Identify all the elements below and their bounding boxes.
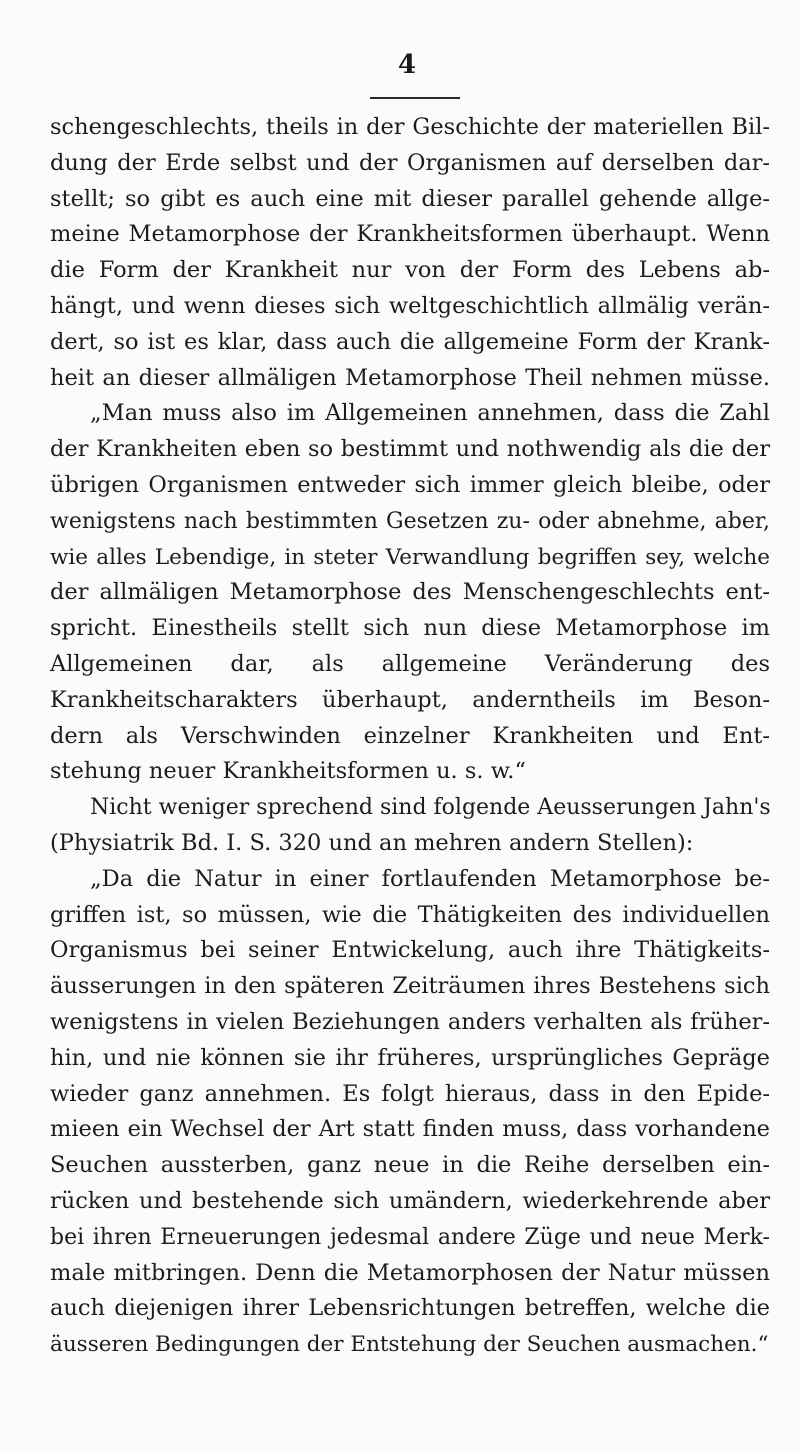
text-line: übrigen Organismen entweder sich immer gleich bleibe, oder [50,471,770,498]
header-rule [370,97,460,99]
text-line: spricht. Einestheils stellt sich nun diese Metamorphose im [50,615,770,642]
text-line: male mitbringen. Denn die Metamorphosen der Natur müssen [50,1259,770,1286]
text-line: dung der Erde selbst und der Organismen auf derselben dar- [50,149,770,176]
text-line: „Da die Natur in einer fortlaufenden Metamorphose be- [90,865,770,892]
text-line: auch diejenigen ihrer Lebensrichtungen betreffen, welche die [50,1295,770,1322]
text-line: schengeschlechts, theils in der Geschichte der materiellen Bil- [50,114,770,140]
text-line: stellt; so gibt es auch eine mit dieser parallel gehende allge- [50,185,770,212]
text-line: mieen ein Wechsel der Art statt finden muss, dass vorhandene [50,1116,770,1143]
text-line: wieder ganz annehmen. Es folgt hieraus, dass in den Epide- [50,1080,770,1107]
text-line: äusserungen in den späteren Zeiträumen ihres Bestehens sich [50,973,770,1000]
text-line: die Form der Krankheit nur von der Form des Lebens ab- [50,257,770,284]
text-line: dert, so ist es klar, dass auch die allgemeine Form der Krank- [50,328,770,355]
text-line: hin, und nie können sie ihr früheres, ursprüngliches Gepräge [50,1044,770,1071]
text-line: Nicht weniger sprechend sind folgende Aeusserungen Jahn's [90,795,771,821]
text-line: (Physiatrik Bd. I. S. 320 und an mehren andern Stellen): [50,829,694,856]
page-number: 4 [398,50,417,80]
text-line: der Krankheiten eben so bestimmt und nothwendig als die der [50,436,770,463]
text-line: bei ihren Erneuerungen jedesmal andere Züge und neue Merk- [50,1224,770,1250]
text-line: hängt, und wenn dieses sich weltgeschichtlich allmälig verän- [50,292,770,319]
text-line: Organismus bei seiner Entwickelung, auch ihre Thätigkeits- [50,937,770,964]
text-line: heit an dieser allmäligen Metamorphose Theil nehmen müsse. [50,364,770,391]
text-line: wie alles Lebendige, in steter Verwandlung begriffen sey, welche [50,544,770,570]
text-line: wenigstens nach bestimmten Gesetzen zu- oder abnehme, aber, [50,508,770,534]
text-line: stehung neuer Krankheitsformen u. s. w.“ [50,758,526,785]
body-text [50,110,770,1363]
text-line: dern als Verschwinden einzelner Krankheiten und Ent- [50,722,770,749]
text-line: äusseren Bedingungen der Entstehung der Seuchen ausmachen.“ [50,1332,769,1358]
text-line: wenigstens in vielen Beziehungen anders verhalten als früher- [50,1008,770,1035]
text-line: rücken und bestehende sich umändern, wiederkehrende aber [50,1187,770,1214]
text-line: meine Metamorphose der Krankheitsformen überhaupt. Wenn [50,221,770,248]
text-line: Allgemeinen dar, als allgemeine Veränderung des [50,650,770,677]
text-line: der allmäligen Metamorphose des Menschengeschlechts ent- [50,579,770,606]
text-line: Krankheitscharakters überhaupt, anderntheils im Beson- [50,686,770,713]
text-line: griffen ist, so müssen, wie die Thätigkeiten des individuellen [50,901,770,928]
text-line: „Man muss also im Allgemeinen annehmen, dass die Zahl [90,400,770,427]
text-line: Seuchen aussterben, ganz neue in die Reihe derselben ein- [50,1152,770,1179]
